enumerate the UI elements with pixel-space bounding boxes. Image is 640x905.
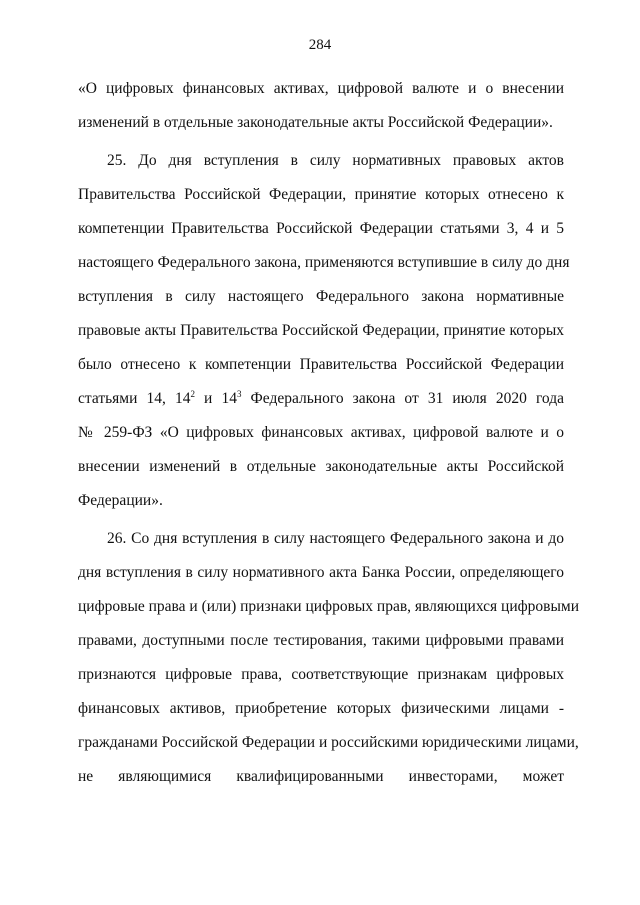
statute-reference-line bbox=[78, 382, 564, 416]
intro-fragment bbox=[78, 72, 564, 140]
text-line: дня вступления в силу нормативного акта Банка России, определяющего bbox=[78, 564, 564, 581]
superscript: 3 bbox=[236, 389, 242, 399]
text-line: финансовых активов, приобретение которых физическими лицами - bbox=[78, 700, 564, 717]
text-line: гражданами Российской Федерации и российскими юридическими лицами, bbox=[78, 734, 579, 751]
document-body bbox=[78, 72, 580, 794]
text-line: № 259-ФЗ «О цифровых финансовых активах, цифровой валюте и о bbox=[78, 424, 564, 441]
statute-text: и 14 bbox=[194, 390, 237, 407]
text-line: цифровые права и (или) признаки цифровых прав, являющихся цифровыми bbox=[78, 598, 580, 615]
text-line: изменений в отдельные законодательные акты Российской Федерации». bbox=[78, 114, 553, 131]
text-line: 25. До дня вступления в силу нормативных правовых актов bbox=[107, 152, 564, 169]
text-line: внесении изменений в отдельные законодательные акты Российской bbox=[78, 458, 564, 475]
superscript: 2 bbox=[190, 389, 195, 399]
text-line: настоящего Федерального закона, применяются вступившие в силу до дня bbox=[78, 254, 570, 271]
text-line: признаются цифровые права, соответствующие признакам цифровых bbox=[78, 666, 564, 683]
page-number: 284 bbox=[308, 37, 332, 53]
statute-text: Федерального закона от 31 июля 2020 года bbox=[241, 390, 565, 407]
text-line: 26. Со дня вступления в силу настоящего Федерального закона и до bbox=[107, 530, 564, 547]
text-line: «О цифровых финансовых активах, цифровой валюте и о внесении bbox=[78, 80, 564, 97]
text-line: Правительства Российской Федерации, принятие которых отнесено к bbox=[78, 186, 564, 203]
paragraph-26 bbox=[78, 522, 580, 794]
text-line: было отнесено к компетенции Правительства Российской Федерации bbox=[78, 356, 564, 373]
text-line: Федерации». bbox=[78, 492, 163, 509]
text-line: правами, доступными после тестирования, такими цифровыми правами bbox=[78, 632, 564, 649]
paragraph-25 bbox=[78, 144, 570, 518]
statute-text: статьями 14, 14 bbox=[78, 390, 191, 407]
text-line: не являющимися квалифицированными инвесторами, может bbox=[78, 768, 564, 785]
text-line: компетенции Правительства Российской Федерации статьями 3, 4 и 5 bbox=[78, 220, 564, 237]
text-line: вступления в силу настоящего Федерального закона нормативные bbox=[78, 288, 564, 305]
text-line: правовые акты Правительства Российской Федерации, принятие которых bbox=[78, 322, 564, 339]
